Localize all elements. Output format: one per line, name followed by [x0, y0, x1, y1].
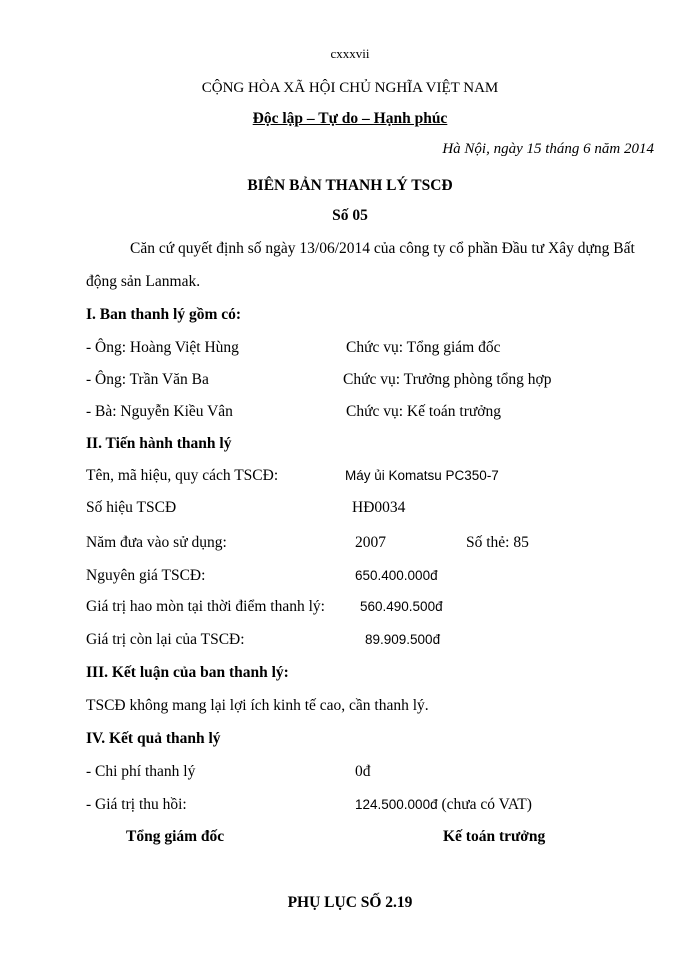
- motto-wrapper: [0, 111, 700, 127]
- disposal-cost-label: - Chi phí thanh lý: [86, 763, 196, 780]
- basis-line-2: động sản Lanmak.: [86, 273, 201, 290]
- document-title: BIÊN BẢN THANH LÝ TSCĐ: [247, 177, 453, 194]
- recovered-value: [355, 797, 532, 813]
- card-number: Số thẻ: 85: [466, 534, 529, 551]
- cost-value: 650.400.000đ: [355, 568, 438, 583]
- member-1-name: - Ông: Hoàng Việt Hùng: [86, 339, 239, 356]
- section-2-heading: II. Tiến hành thanh lý: [86, 435, 232, 452]
- cost-label: Nguyên giá TSCĐ:: [86, 567, 206, 584]
- depreciation-value: 560.490.500đ: [360, 599, 443, 614]
- member-2-position: Chức vụ: Trưởng phòng tổng hợp: [343, 371, 552, 388]
- code-label: Số hiệu TSCĐ: [86, 499, 177, 516]
- signature-chief-accountant: Kế toán trưởng: [443, 828, 546, 845]
- member-3-position: Chức vụ: Kế toán trưởng: [346, 403, 501, 420]
- place-date: Hà Nội, ngày 15 tháng 6 năm 2014: [442, 141, 654, 157]
- remaining-value: 89.909.500đ: [365, 632, 441, 647]
- year-label: Năm đưa vào sử dụng:: [86, 534, 227, 551]
- appendix-label: PHỤ LỤC SỐ 2.19: [287, 894, 413, 911]
- disposal-cost-value: 0đ: [355, 763, 371, 780]
- member-1-position: Chức vụ: Tổng giám đốc: [346, 339, 501, 356]
- asset-value: Máy ủi Komatsu PC350-7: [345, 468, 499, 483]
- page-number: cxxxvii: [330, 46, 370, 61]
- year-value: 2007: [355, 534, 386, 551]
- recovered-value-label: - Giá trị thu hồi:: [86, 796, 187, 813]
- remaining-label: Giá trị còn lại của TSCĐ:: [86, 631, 245, 648]
- depreciation-label: Giá trị hao mòn tại thời điểm thanh lý:: [86, 598, 325, 615]
- motto: Độc lập – Tự do – Hạnh phúc: [252, 110, 448, 127]
- section-1-heading: I. Ban thanh lý gồm có:: [86, 306, 242, 323]
- section-3-heading: III. Kết luận của ban thanh lý:: [86, 664, 289, 681]
- basis-line-1: Căn cứ quyết định số ngày 13/06/2014 của công ty cổ phần Đầu tư Xây dựng Bất: [130, 240, 635, 257]
- document-number: Số 05: [332, 207, 368, 224]
- country-header: CỘNG HÒA XÃ HỘI CHỦ NGHĨA VIỆT NAM: [201, 80, 499, 96]
- section-4-heading: IV. Kết quả thanh lý: [86, 730, 221, 747]
- asset-label: Tên, mã hiệu, quy cách TSCĐ:: [86, 467, 279, 484]
- recovered-note: (chưa có VAT): [441, 796, 532, 813]
- recovered-amount: 124.500.000đ: [355, 797, 438, 812]
- member-3-name: - Bà: Nguyễn Kiều Vân: [86, 403, 233, 420]
- member-2-name: - Ông: Trần Văn Ba: [86, 371, 209, 388]
- signature-general-director: Tổng giám đốc: [126, 828, 225, 845]
- conclusion-text: TSCĐ không mang lại lợi ích kinh tế cao, cần thanh lý.: [86, 697, 429, 714]
- code-value: HĐ0034: [352, 499, 406, 516]
